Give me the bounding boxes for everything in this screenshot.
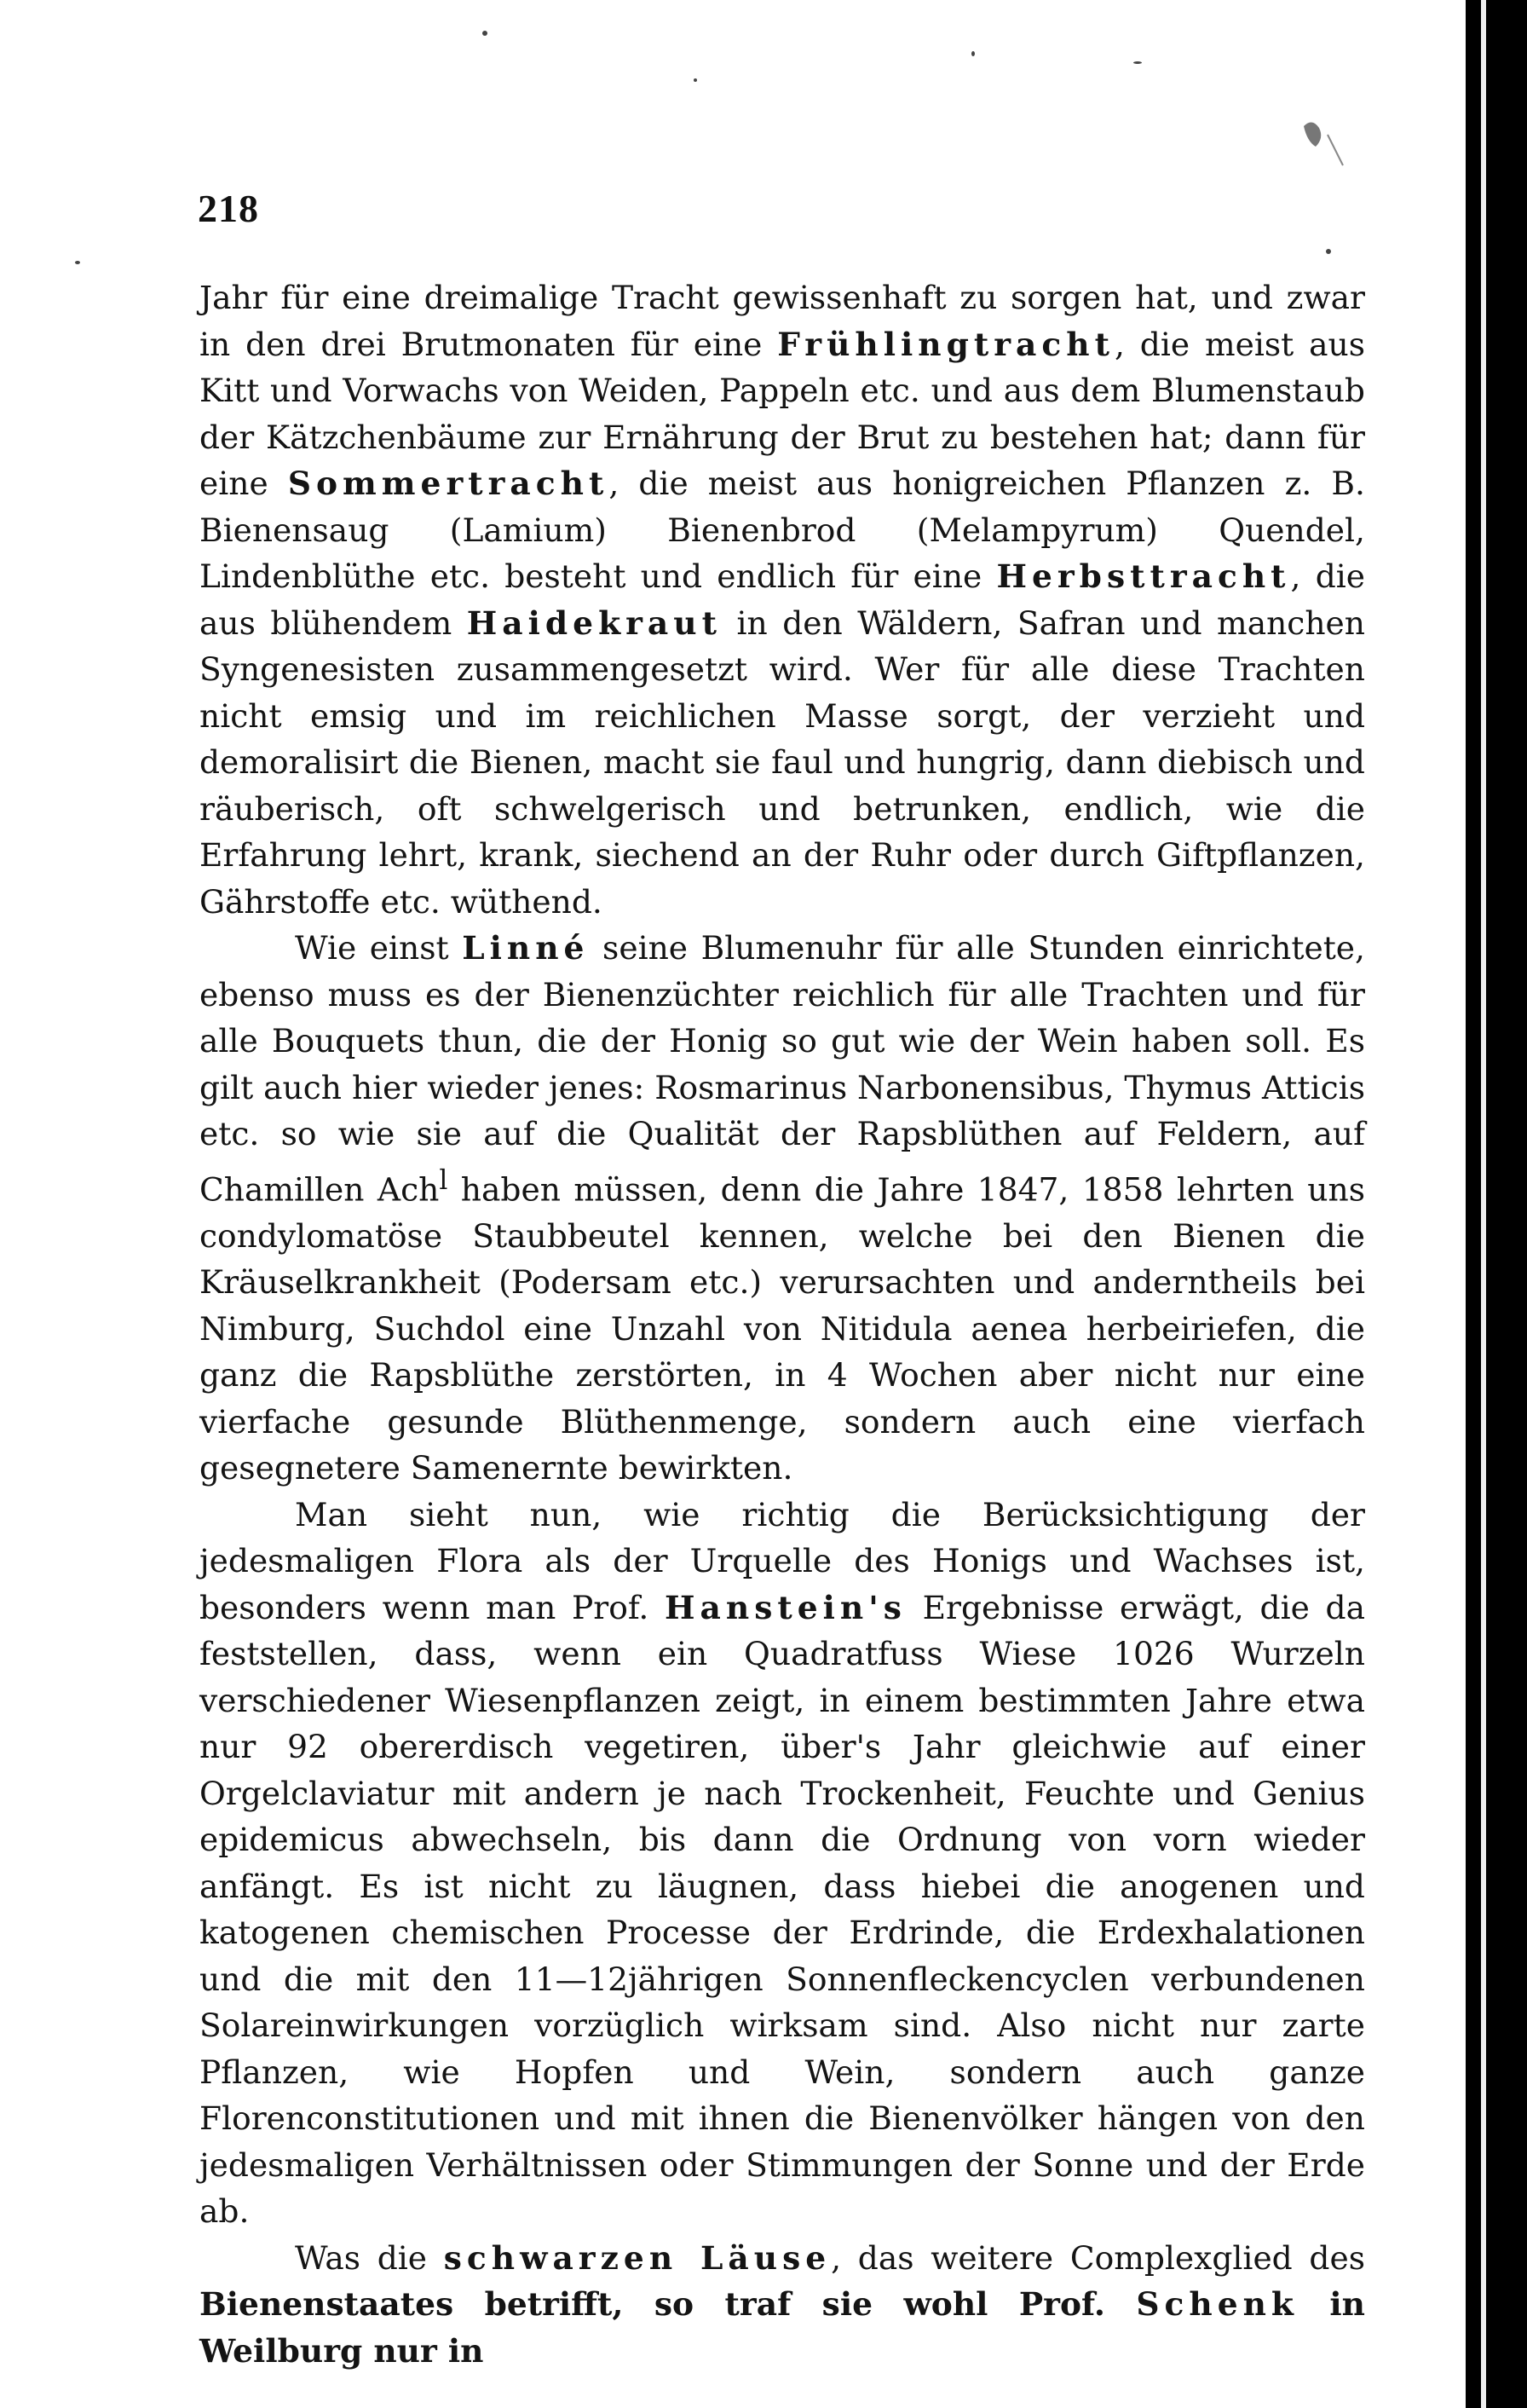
text-run: , das weitere Complexglied des [831,2238,1365,2277]
spaced-emphasis: Sommertracht [287,465,609,502]
spaced-emphasis: Frühlingtracht [777,325,1115,363]
text-run: Wie einst [295,929,463,967]
spaced-emphasis: Haidekraut [466,603,722,642]
paragraph [199,274,1365,925]
spaced-emphasis: Herbsttracht [996,557,1291,595]
spaced-emphasis: schwarzen Läuse [443,2238,832,2277]
paragraph [199,925,1365,1492]
speck-mark [1326,249,1331,254]
speck-mark [482,31,487,36]
text-run: seine Blumenuhr für alle Stunden einrichtete, ebenso muss es der Bienenzüchter reichlich für alle Trachten und für alle Bouquets thun, die der Honig so gut wie der Wein haben soll. Es gilt auch hier wieder jenes: Rosmarinus Narbonensibus, Thymus Atticis etc. so wie sie auf die Qualität der Rapsblüthen auf Feldern, auf Chamillen Ach [199,929,1365,1209]
text-run: Man sieht nun, wie richtig die Berücksichtigung der jedesmaligen Flora als der Urquelle des Honigs und Wachses ist, besonders wenn man Prof. [199,1495,1365,1626]
page-number: 218 [198,187,259,230]
ink-blot-icon [1287,109,1346,169]
text-run: Ergebnisse erwägt, die da feststellen, dass, wenn ein Quadratfuss Wiese 1026 Wurzeln verschiedener Wiesenpflanzen zeigt, in einem bestimmten Jahre etwa nur 92 obererdisch vegetiren, über's Jahr gleichwie auf einer Orgelclaviatur mit andern je nach Trockenheit, Feuchte und Genius epidemicus abwechseln, bis dann die Ordnung von vorn wieder anfängt. Es ist nicht zu läugnen, dass hiebei die anogenen und katogenen chemischen Processe der Erdrinde, die Erdexhalationen und die mit den 11—12jährigen Sonnenfleckencyclen verbundenen Solareinwirkungen vorzüglich wirksam sind. Also nicht nur zarte Pflanzen, wie Hopfen und Wein, sondern auch ganze Florenconstitutionen und mit ihnen die Bienenvölker hängen von den jedesmaligen Verhältnissen oder Stimmungen der Sonne und der Erde ab. [199,1588,1365,2231]
spaced-emphasis: Schenk [1136,2285,1299,2324]
text-run: , die meist aus Kitt und Vorwachs von Weiden, Pappeln etc. und aus dem Blumenstaub der Kätzchenbäume zur Ernährung der Brut zu bestehen hat; dann für eine [199,325,1365,502]
spaced-emphasis: Linné [462,929,590,967]
text-run: , die aus blühendem [199,557,1366,642]
page-edge [1466,0,1527,2408]
paragraph [199,1492,1365,2235]
text-run: , die meist aus honigreichen Pflanzen z. B. Bienensaug (Lamium) Bienenbrod (Melampyrum) Quendel, Lindenblüthe etc. besteht und endlich für eine [199,465,1365,595]
spaced-emphasis: Hanstein's [665,1588,907,1626]
speck-mark [971,51,975,56]
speck-mark [1133,61,1142,64]
text-run: in den Wäldern, Safran und manchen Syngenesisten zusammengesetzt wird. Wer für alle diese Trachten nicht emsig und im reichlichen Masse sorgt, der verzieht und demoralisirt die Bienen, macht sie faul und hungrig, dann diebisch und räuberisch, oft schwelgerisch und betrunken, endlich, wie die Erfahrung lehrt, krank, siechend an der Ruhr oder durch Giftpflanzen, Gährstoffe etc. wüthend. [199,603,1365,921]
footnote-mark: l [439,1164,448,1196]
paragraph [199,2235,1365,2375]
text-run: Bienenstaates betrifft, so traf sie wohl Prof. [199,2285,1137,2324]
text-run: haben müssen, denn die Jahre 1847, 1858 lehrten uns condylomatöse Staubbeutel kennen, welche bei den Bienen die Kräuselkrankheit (Podersam etc.) verursachten und anderntheils bei Nimburg, Suchdol eine Unzahl von Nitidula aenea herbeiriefen, die ganz die Rapsblüthe zerstörten, in 4 Wochen aber nicht nur eine vierfache gesunde Blüthenmenge, sondern auch eine vierfach gesegnetere Samenernte bewirkten. [199,1170,1365,1487]
text-run: Jahr für eine dreimalige Tracht gewissenhaft zu sorgen hat, und zwar in den drei Brutmonaten für eine [199,279,1365,363]
body-text [199,274,1365,2374]
next-page-edge [1481,0,1486,2408]
speck-mark [75,261,80,264]
text-run: Was die [295,2238,444,2277]
speck-mark [694,78,697,82]
text-run: in Weilburg nur in [199,2285,1366,2370]
